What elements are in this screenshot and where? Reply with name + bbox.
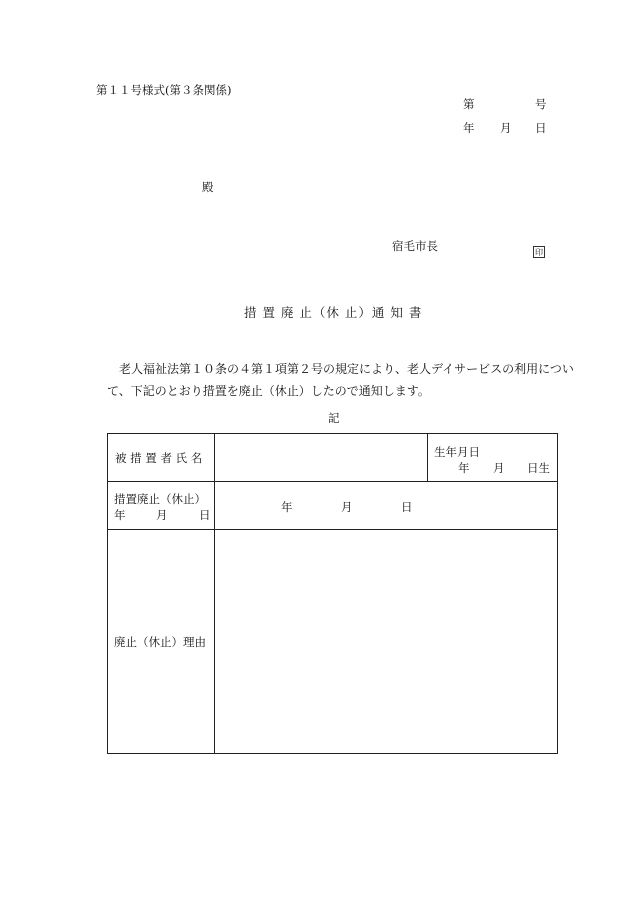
ki-label: 記 (328, 411, 340, 425)
form-number: 第１１号様式(第３条関係) (96, 83, 232, 97)
body-paragraph (107, 358, 577, 402)
reason-field[interactable] (215, 530, 558, 754)
abolition-year: 年 (281, 499, 293, 514)
birth-date-label: 生年月日 (434, 444, 480, 459)
label-cell-date (108, 482, 215, 530)
birth-day-suffix: 日生 (527, 460, 550, 475)
table-row-name (108, 434, 558, 482)
label-person-name: 被 措 置 者 氏 名 (115, 450, 203, 465)
date-day: 日 (535, 121, 547, 135)
addressee-honorific: 殿 (202, 180, 214, 194)
abolition-day: 日 (401, 499, 413, 514)
abolition-date-field[interactable] (215, 482, 558, 530)
table-row-reason (108, 530, 558, 754)
body-line-1: 老人福祉法第１０条の４第１項第２号の規定により、老人デイサービスの利用につい (119, 362, 574, 376)
notice-table (107, 433, 558, 754)
doc-number-prefix: 第 (463, 97, 475, 111)
issuer-name: 宿毛市長 (392, 239, 438, 253)
birth-date-cell[interactable] (428, 434, 558, 482)
seal-mark (533, 240, 545, 259)
date-year: 年 (463, 121, 475, 135)
table-row-date (108, 482, 558, 530)
abolition-month: 月 (341, 499, 353, 514)
label-date-day: 日 (199, 507, 211, 522)
birth-year: 年 (458, 460, 470, 475)
label-abolition-date: 措置廃止（休止） (114, 491, 206, 506)
seal-icon: 印 (535, 248, 543, 257)
input-person-name[interactable] (215, 434, 428, 482)
body-line-2: て、下記のとおり措置を廃止（休止）したので通知します。 (107, 384, 430, 398)
label-cell-reason (108, 530, 215, 754)
label-date-month: 月 (156, 507, 168, 522)
doc-number-suffix: 号 (535, 97, 547, 111)
date-month: 月 (500, 121, 512, 135)
label-cell-name (108, 434, 215, 482)
document-title: 措 置 廃 止（休 止）通 知 書 (244, 305, 423, 320)
label-reason: 廃止（休止）理由 (114, 634, 206, 649)
label-date-year: 年 (114, 507, 126, 522)
birth-month: 月 (493, 460, 505, 475)
